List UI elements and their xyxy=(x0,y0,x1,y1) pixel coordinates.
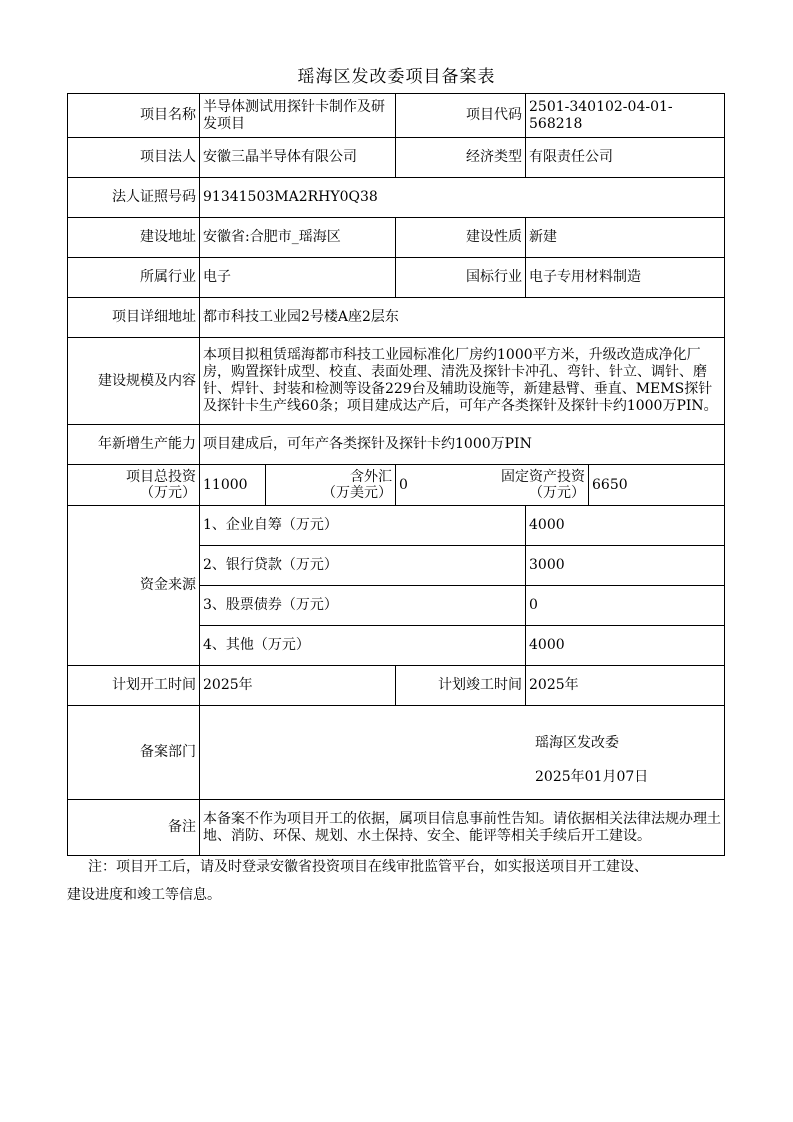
remark-label: 备注 xyxy=(68,800,200,856)
row-capacity xyxy=(68,425,725,465)
row-funding-1 xyxy=(68,506,725,546)
national-industry-label: 国标行业 xyxy=(396,258,526,298)
total-investment-label-line1: 项目总投资 xyxy=(126,469,196,485)
filing-form-table xyxy=(67,93,725,856)
funding-item-value: 4000 xyxy=(526,506,725,546)
nature-label: 建设性质 xyxy=(396,218,526,258)
form-title: 瑶海区发改委项目备案表 xyxy=(297,67,496,87)
project-code-value: 2501-340102-04-01-568218 xyxy=(526,94,725,138)
funding-item-name: 4、其他（万元） xyxy=(200,626,526,666)
license-value: 91341503MA2RHY0Q38 xyxy=(200,178,725,218)
project-name-label: 项目名称 xyxy=(68,94,200,138)
row-detail-address xyxy=(68,298,725,338)
start-time-label: 计划开工时间 xyxy=(68,666,200,706)
fixed-investment-label-line1: 固定资产投资 xyxy=(501,469,585,485)
department-name: 瑶海区发改委 xyxy=(535,735,619,751)
remark-value: 本备案不作为项目开工的依据，属项目信息事前性告知。请依据相关法律法规办理土地、消防、环保、规划、水土保持、安全、能评等相关手续后开工建设。 xyxy=(200,800,725,856)
row-investment xyxy=(68,465,725,506)
fixed-investment-label xyxy=(501,469,588,501)
row-license xyxy=(68,178,725,218)
row-location xyxy=(68,218,725,258)
funding-item-value: 0 xyxy=(526,586,725,626)
footer-note-line2: 建设进度和竣工等信息。 xyxy=(67,887,221,903)
economic-type-label: 经济类型 xyxy=(396,138,526,178)
foreign-exchange-label-line2: （万美元） xyxy=(322,485,392,501)
row-remark xyxy=(68,800,725,856)
legal-person-label: 项目法人 xyxy=(68,138,200,178)
funding-item-name: 1、企业自筹（万元） xyxy=(200,506,526,546)
department-label: 备案部门 xyxy=(68,706,200,800)
fixed-investment-label-line2: （万元） xyxy=(529,485,585,501)
legal-person-value: 安徽三晶半导体有限公司 xyxy=(200,138,396,178)
capacity-label: 年新增生产能力 xyxy=(68,425,200,465)
row-legal-person xyxy=(68,138,725,178)
total-investment-label-line2: （万元） xyxy=(140,485,196,501)
industry-value: 电子 xyxy=(200,258,396,298)
location-value: 安徽省:合肥市_瑶海区 xyxy=(200,218,396,258)
funding-label: 资金来源 xyxy=(68,506,200,666)
end-time-value: 2025年 xyxy=(526,666,725,706)
economic-type-value: 有限责任公司 xyxy=(526,138,725,178)
start-time-value: 2025年 xyxy=(200,666,396,706)
end-time-label: 计划竣工时间 xyxy=(396,666,526,706)
industry-label: 所属行业 xyxy=(68,258,200,298)
nature-value: 新建 xyxy=(526,218,725,258)
foreign-exchange-value: 0 xyxy=(399,477,408,493)
total-investment-label xyxy=(68,465,200,506)
funding-item-name: 3、股票债券（万元） xyxy=(200,586,526,626)
funding-item-name: 2、银行贷款（万元） xyxy=(200,546,526,586)
national-industry-value: 电子专用材料制造 xyxy=(526,258,725,298)
fixed-investment-value: 6650 xyxy=(589,465,725,506)
funding-item-value: 4000 xyxy=(526,626,725,666)
project-name-value: 半导体测试用探针卡制作及研发项目 xyxy=(200,94,396,138)
department-cell xyxy=(200,706,725,800)
foreign-exchange-label-line1: 含外汇 xyxy=(350,469,392,485)
fixed-investment-cell xyxy=(396,465,589,506)
row-department xyxy=(68,706,725,800)
row-scale xyxy=(68,338,725,425)
location-label: 建设地址 xyxy=(68,218,200,258)
capacity-value: 项目建成后，可年产各类探针及探针卡约1000万PIN xyxy=(200,425,725,465)
total-investment-value: 11000 xyxy=(200,465,266,506)
department-date: 2025年01月07日 xyxy=(535,769,649,785)
detail-address-value: 都市科技工业园2号楼A座2层东 xyxy=(200,298,725,338)
scale-label: 建设规模及内容 xyxy=(68,338,200,425)
funding-item-value: 3000 xyxy=(526,546,725,586)
detail-address-label: 项目详细地址 xyxy=(68,298,200,338)
scale-value: 本项目拟租赁瑶海都市科技工业园标准化厂房约1000平方米，升级改造成净化厂房，购置探针成型、校直、表面处理、清洗及探针卡冲孔、弯针、针立、调针、磨针、焊针、封装和检测等设备229台及辅助设施等，新建悬臂、垂直、MEMS探针及探针卡生产线60条；项目建成达产后，可年产各类探针及探针卡约1000万PIN。 xyxy=(200,338,725,425)
footer-note-line1: 注：项目开工后，请及时登录安徽省投资项目在线审批监管平台，如实报送项目开工建设、 xyxy=(88,859,648,875)
row-industry xyxy=(68,258,725,298)
row-project-name xyxy=(68,94,725,138)
license-label: 法人证照号码 xyxy=(68,178,200,218)
project-code-label: 项目代码 xyxy=(396,94,526,138)
footer-note xyxy=(67,853,738,909)
foreign-exchange-label xyxy=(266,465,396,506)
row-schedule xyxy=(68,666,725,706)
